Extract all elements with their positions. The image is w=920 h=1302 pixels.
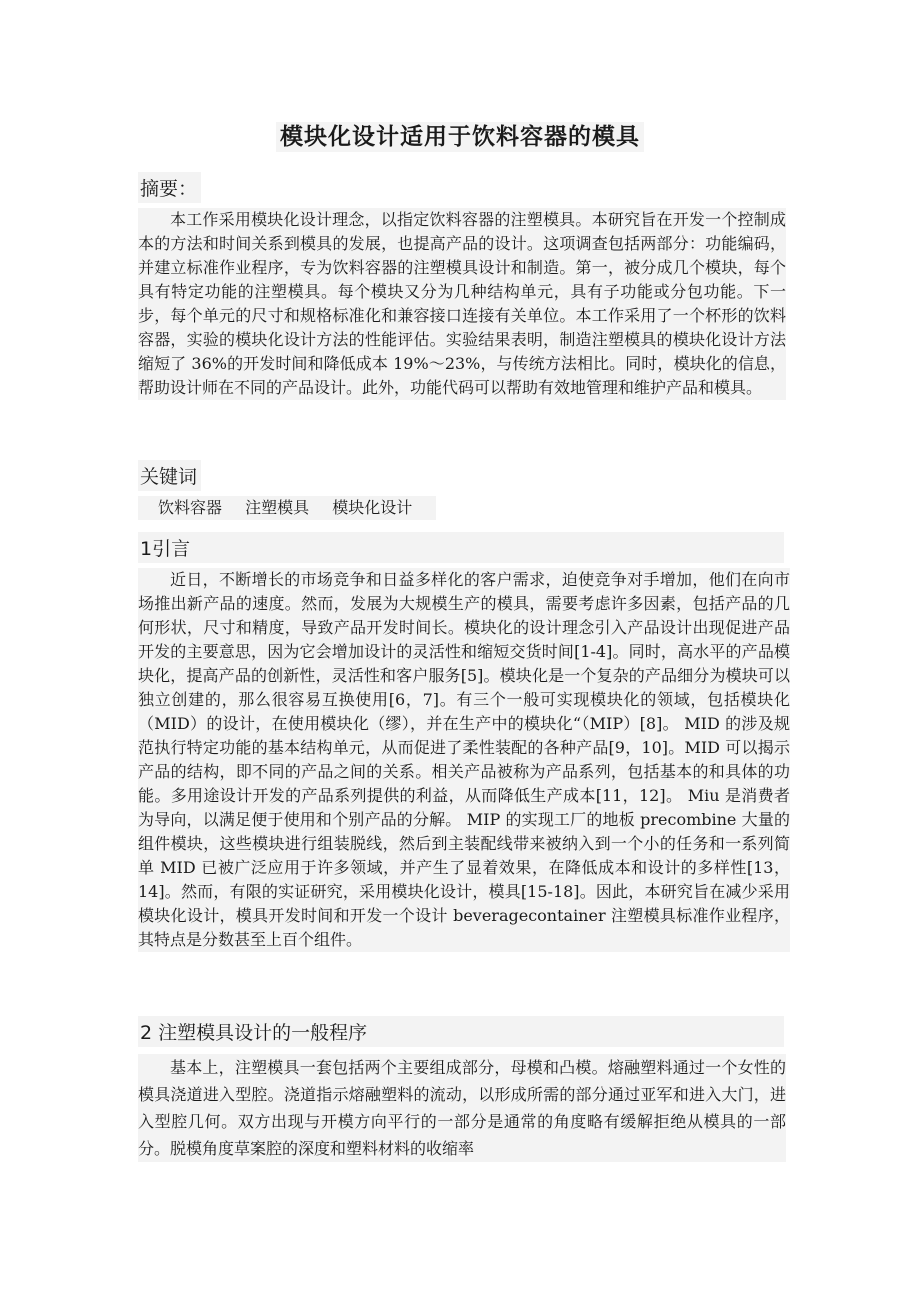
keyword-item: 注塑模具 xyxy=(245,498,310,517)
abstract-heading: 摘要： xyxy=(138,172,201,203)
keyword-item: 饮料容器 xyxy=(158,498,223,517)
section-2-heading: 2 注塑模具设计的一般程序 xyxy=(138,1016,784,1047)
keywords-list xyxy=(138,496,436,520)
document-title: 模块化设计适用于饮料容器的模具 xyxy=(0,118,920,151)
abstract-text: 本工作采用模块化设计理念，以指定饮料容器的注塑模具。本研究旨在开发一个控制成本的方法和时间关系到模具的发展，也提高产品的设计。这项调查包括两部分：功能编码，并建立标准作业程序，专为饮料容器的注塑模具设计和制造。第一，被分成几个模块，每个具有特定功能的注塑模具。每个模块又分为几种结构单元，具有子功能或分包功能。下一步，每个单元的尺寸和规格标准化和兼容接口连接有关单位。本工作采用了一个杯形的饮料容器，实验的模块化设计方法的性能评估。实验结果表明，制造注塑模具的模块化设计方法缩短了 36%的开发时间和降低成本 19%～23%，与传统方法相比。同时，模块化的信息，帮助设计师在不同的产品设计。此外，功能代码可以帮助有效地管理和维护产品和模具。 xyxy=(138,208,786,400)
keywords-heading: 关键词 xyxy=(138,460,201,491)
section-1-heading: 1引言 xyxy=(138,532,784,563)
section-2-text: 基本上，注塑模具一套包括两个主要组成部分，母模和凸模。熔融塑料通过一个女性的模具浇道进入型腔。浇道指示熔融塑料的流动，以形成所需的部分通过亚军和进入大门，进入型腔几何。双方出现与开模方向平行的一部分是通常的角度略有缓解拒绝从模具的一部分。脱模角度草案腔的深度和塑料材料的收缩率 xyxy=(138,1054,786,1162)
section-1-text: 近日，不断增长的市场竞争和日益多样化的客户需求，迫使竞争对手增加，他们在向市场推出新产品的速度。然而，发展为大规模生产的模具，需要考虑许多因素，包括产品的几何形状，尺寸和精度，导致产品开发时间长。模块化的设计理念引入产品设计出现促进产品开发的主要意思，因为它会增加设计的灵活性和缩短交货时间[1-4]。同时，高水平的产品模块化，提高产品的创新性，灵活性和客户服务[5]。模块化是一个复杂的产品细分为模块可以独立创建的，那么很容易互换使用[6，7]。有三个一般可实现模块化的领域，包括模块化（MID）的设计，在使用模块化（缪），并在生产中的模块化“（MIP）[8]。 MID 的涉及规范执行特定功能的基本结构单元，从而促进了柔性装配的各种产品[9，10]。MID 可以揭示产品的结构，即不同的产品之间的关系。相关产品被称为产品系列，包括基本的和具体的功能。多用途设计开发的产品系列提供的利益，从而降低生产成本[11，12]。 Miu 是消费者为导向，以满足便于使用和个别产品的分解。 MIP 的实现工厂的地板 precombine 大量的组件模块，这些模块进行组装脱线，然后到主装配线带来被纳入到一个小的任务和一系列简单 MID 已被广泛应用于许多领域，并产生了显着效果，在降低成本和设计的多样性[13，14]。然而，有限的实证研究，采用模块化设计，模具[15-18]。因此，本研究旨在减少采用模块化设计，模具开发时间和开发一个设计 beveragecontainer 注塑模具标准作业程序，其特点是分数甚至上百个组件。 xyxy=(138,568,790,952)
keyword-item: 模块化设计 xyxy=(332,498,413,517)
